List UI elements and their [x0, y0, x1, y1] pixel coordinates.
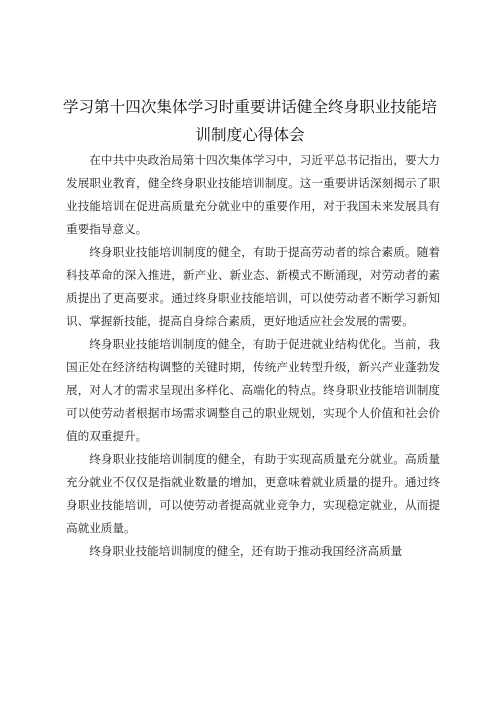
document-title: 学习第十四次集体学习时重要讲话健全终身职业技能培训制度心得体会 — [62, 98, 438, 144]
paragraph-4: 终身职业技能培训制度的健全，有助于实现高质量充分就业。高质量充分就业不仅仅是指就业数量的增加，更意味着就业质量的提升。通过终身职业技能培训，可以使劳动者提高就业竞争力，实现稳定就业，从而提高就业质量。 — [66, 452, 440, 535]
document-body — [66, 149, 440, 563]
paragraph-5: 终身职业技能培训制度的健全，还有助于推动我国经济高质量 — [89, 544, 403, 558]
paragraph-3: 终身职业技能培训制度的健全，有助于促进就业结构优化。当前，我国正处在经济结构调整的关键时期，传统产业转型升级，新兴产业蓬勃发展，对人才的需求呈现出多样化、高端化的特点。终身职业技能培训制度可以使劳动者根据市场需求调整自己的职业规划，实现个人价值和社会价值的双重提升。 — [66, 337, 440, 443]
paragraph-1: 在中共中央政治局第十四次集体学习中，习近平总书记指出，要大力发展职业教育，健全终身职业技能培训制度。这一重要讲话深刻揭示了职业技能培训在促进高质量充分就业中的重要作用，对于我国未来发展具有重要指导意义。 — [66, 153, 440, 236]
paragraph-2: 终身职业技能培训制度的健全，有助于提高劳动者的综合素质。随着科技革命的深入推进，新产业、新业态、新模式不断涌现，对劳动者的素质提出了更高要求。通过终身职业技能培训，可以使劳动者不断学习新知识、掌握新技能，提高自身综合素质，更好地适应社会发展的需要。 — [66, 245, 440, 328]
